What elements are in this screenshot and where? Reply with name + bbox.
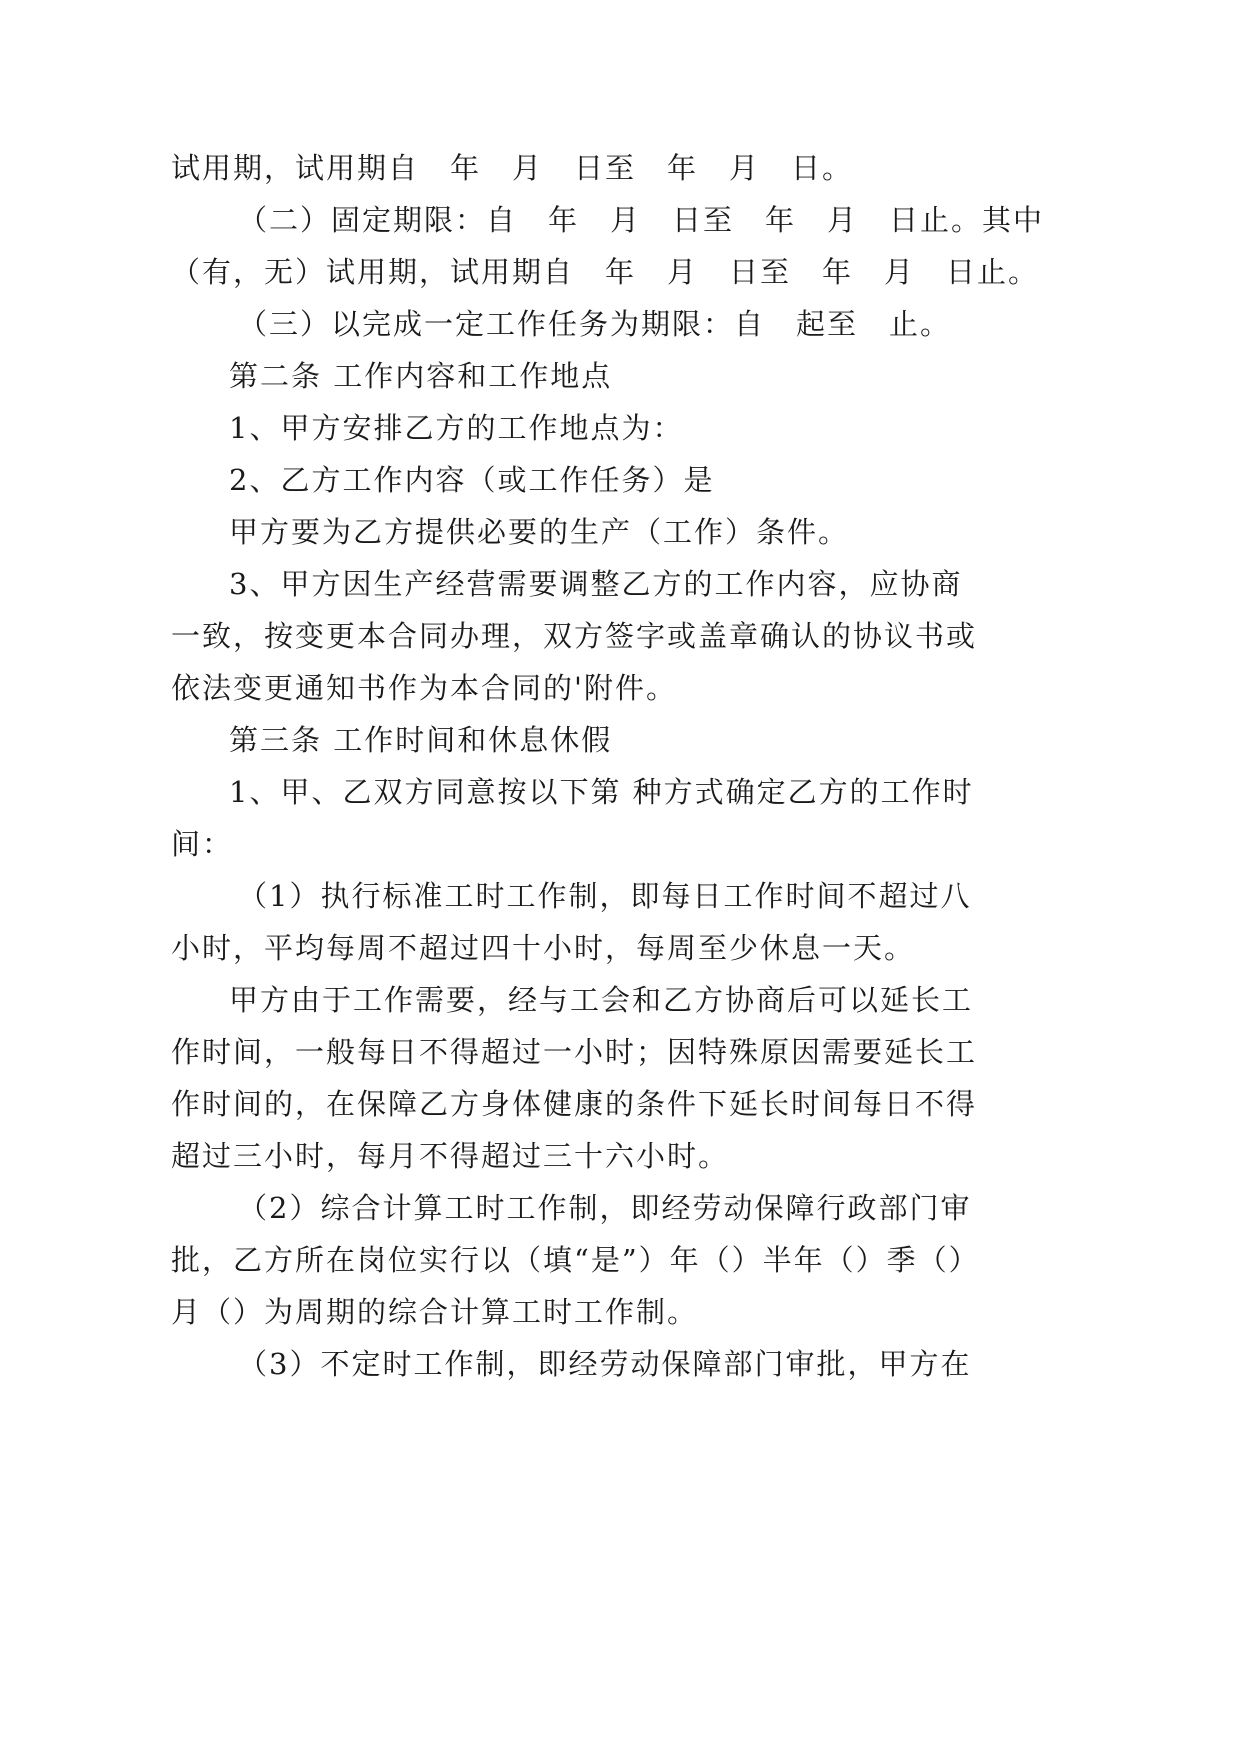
- text-line: （三）以完成一定工作任务为期限：自 起至 止。: [238, 307, 952, 341]
- text-line: 批，乙方所在岗位实行以（填“是”）年（）半年（）季（）: [171, 1243, 980, 1277]
- text-line: 试用期，试用期自 年 月 日至 年 月 日。: [171, 151, 854, 185]
- text-line: 超过三小时，每月不得超过三十六小时。: [171, 1139, 730, 1173]
- text-line: 1、甲方安排乙方的工作地点为：: [229, 411, 684, 445]
- text-line: （有，无）试用期，试用期自 年 月 日至 年 月 日止。: [171, 255, 1040, 289]
- text-line: 依法变更通知书作为本合同的'附件。: [171, 671, 677, 705]
- text-line: 作时间的，在保障乙方身体健康的条件下延长时间每日不得: [171, 1087, 978, 1121]
- text-line: 小时，平均每周不超过四十小时，每周至少休息一天。: [171, 931, 916, 965]
- text-line: 1、甲、乙双方同意按以下第 种方式确定乙方的工作时: [229, 775, 974, 809]
- text-line: 一致，按变更本合同办理，双方签字或盖章确认的协议书或: [171, 619, 978, 653]
- text-line: 作时间，一般每日不得超过一小时；因特殊原因需要延长工: [171, 1035, 978, 1069]
- text-line: （1）执行标准工时工作制，即每日工作时间不超过八: [238, 879, 972, 913]
- text-line: 甲方由于工作需要，经与工会和乙方协商后可以延长工: [229, 983, 974, 1017]
- text-line: （二）固定期限：自 年 月 日至 年 月 日止。其中: [238, 203, 1045, 237]
- section-heading: 第三条 工作时间和休息休假: [229, 723, 613, 757]
- text-line: 甲方要为乙方提供必要的生产（工作）条件。: [229, 515, 850, 549]
- text-line: （3）不定时工作制，即经劳动保障部门审批，甲方在: [238, 1347, 972, 1381]
- text-line: （2）综合计算工时工作制，即经劳动保障行政部门审: [238, 1191, 972, 1225]
- text-line: 间：: [171, 827, 234, 861]
- text-line: 2、乙方工作内容（或工作任务）是: [229, 463, 715, 497]
- section-heading: 第二条 工作内容和工作地点: [229, 359, 613, 393]
- text-line: 3、甲方因生产经营需要调整乙方的工作内容，应协商: [229, 567, 963, 601]
- text-line: 月（）为周期的综合计算工时工作制。: [171, 1295, 699, 1329]
